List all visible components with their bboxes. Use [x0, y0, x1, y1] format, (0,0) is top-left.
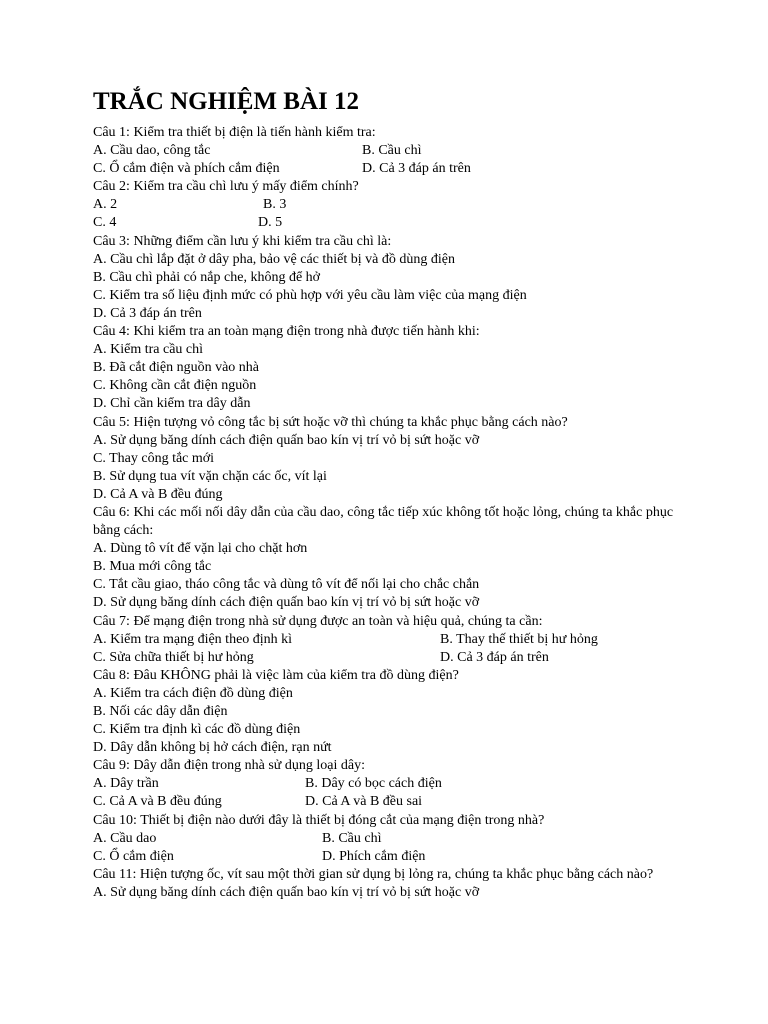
question-4-option-d: D. Chỉ cần kiểm tra dây dẫn — [93, 396, 251, 412]
question-8-option-d: D. Dây dẫn không bị hở cách điện, rạn nứt — [93, 740, 332, 756]
question-1-option-d: D. Cả 3 đáp án trên — [362, 161, 471, 177]
question-1-option-b: B. Cầu chì — [362, 143, 422, 159]
question-10: Câu 10: Thiết bị điện nào dưới đây là thiết bị đóng cắt của mạng điện trong nhà? — [93, 812, 545, 828]
question-10-option-d: D. Phích cắm điện — [322, 848, 426, 864]
question-11-option-a: A. Sử dụng băng dính cách điện quấn bao kín vị trí vỏ bị sứt hoặc vỡ — [93, 884, 480, 900]
question-7-options-row-1 — [93, 631, 733, 649]
question-7: Câu 7: Để mạng điện trong nhà sử dụng được an toàn và hiệu quả, chúng ta cần: — [93, 613, 543, 629]
question-11: Câu 11: Hiện tượng ốc, vít sau một thời gian sử dụng bị lỏng ra, chúng ta khắc phục bằng cách nào? — [93, 866, 654, 882]
question-7-option-b: B. Thay thế thiết bị hư hỏng — [440, 631, 598, 647]
question-1-option-a: A. Cầu dao, công tắc — [93, 143, 211, 159]
question-5-option-b: B. Sử dụng tua vít vặn chặn các ốc, vít lại — [93, 468, 327, 484]
question-9-option-a: A. Dây trần — [93, 776, 159, 792]
question-2-option-b: B. 3 — [263, 197, 287, 213]
question-2-option-d: D. 5 — [258, 215, 283, 231]
question-9-options-row-1 — [93, 775, 733, 793]
question-2-option-c: C. 4 — [93, 215, 117, 231]
question-8-option-a: A. Kiểm tra cách điện đồ dùng điện — [93, 685, 293, 701]
question-6-option-b: B. Mua mới công tắc — [93, 559, 212, 575]
question-1-options-row-2 — [93, 160, 733, 178]
question-7-option-a: A. Kiểm tra mạng điện theo định kì — [93, 631, 293, 647]
document-page — [93, 86, 733, 902]
question-7-option-d: D. Cả 3 đáp án trên — [440, 649, 549, 665]
question-5: Câu 5: Hiện tượng vỏ công tắc bị sứt hoặc vỡ thì chúng ta khắc phục bằng cách nào? — [93, 414, 568, 430]
question-9-option-c: C. Cả A và B đều đúng — [93, 794, 222, 810]
question-7-options-row-2 — [93, 649, 733, 667]
question-10-options-row-1 — [93, 830, 733, 848]
question-4-option-c: C. Không cần cắt điện nguồn — [93, 378, 257, 394]
question-2-options-row-2 — [93, 214, 733, 232]
question-4-option-b: B. Đã cắt điện nguồn vào nhà — [93, 360, 260, 376]
question-3-option-b: B. Cầu chì phải có nắp che, không để hở — [93, 269, 321, 285]
question-1-option-c: C. Ổ cắm điện và phích cắm điện — [93, 161, 280, 177]
question-2-options-row-1 — [93, 196, 733, 214]
question-1-options-row-1 — [93, 142, 733, 160]
question-9-option-b: B. Dây có bọc cách điện — [305, 776, 442, 792]
question-6: Câu 6: Khi các mối nối dây dẫn của cầu dao, công tắc tiếp xúc không tốt hoặc lỏng, chúng ta khắc phục bằng cách: — [93, 504, 674, 539]
question-8: Câu 8: Đâu KHÔNG phải là việc làm của kiểm tra đồ dùng điện? — [93, 667, 459, 683]
question-10-option-c: C. Ổ cắm điện — [93, 848, 174, 864]
question-4: Câu 4: Khi kiểm tra an toàn mạng điện trong nhà được tiến hành khi: — [93, 324, 480, 340]
question-5-option-c: C. Thay công tắc mới — [93, 450, 215, 466]
question-8-option-b: B. Nối các dây dẫn điện — [93, 704, 228, 719]
question-1: Câu 1: Kiểm tra thiết bị điện là tiến hành kiểm tra: — [93, 125, 376, 140]
question-6-option-a: A. Dùng tô vít để vặn lại cho chặt hơn — [93, 541, 308, 557]
question-2: Câu 2: Kiểm tra cầu chì lưu ý mấy điểm chính? — [93, 179, 359, 195]
question-3-option-d: D. Cả 3 đáp án trên — [93, 305, 202, 321]
question-2-option-a: A. 2 — [93, 197, 118, 213]
question-3: Câu 3: Những điểm cần lưu ý khi kiểm tra cầu chì là: — [93, 233, 392, 249]
question-3-option-a: A. Cầu chì lắp đặt ở dây pha, bảo vệ các thiết bị và đồ dùng điện — [93, 251, 455, 267]
question-9: Câu 9: Dây dẫn điện trong nhà sử dụng loại dây: — [93, 758, 365, 774]
question-10-option-b: B. Cầu chì — [322, 830, 382, 846]
question-3-option-c: C. Kiểm tra số liệu định mức có phù hợp với yêu cầu làm việc của mạng điện — [93, 287, 527, 303]
question-4-option-a: A. Kiểm tra cầu chì — [93, 342, 204, 358]
question-9-options-row-2 — [93, 793, 733, 811]
question-6-option-d: D. Sử dụng băng dính cách điện quấn bao kín vị trí vỏ bị sứt hoặc vỡ — [93, 595, 480, 611]
question-5-option-a: A. Sử dụng băng dính cách điện quấn bao kín vị trí vỏ bị sứt hoặc vỡ — [93, 432, 480, 448]
question-10-options-row-2 — [93, 848, 733, 866]
question-6-option-c: C. Tắt cầu giao, tháo công tắc và dùng tô vít để nối lại cho chắc chắn — [93, 577, 480, 593]
page-title: TRẮC NGHIỆM BÀI 12 — [93, 88, 359, 115]
question-8-option-c: C. Kiểm tra định kì các đồ dùng điện — [93, 722, 301, 738]
question-7-option-c: C. Sửa chữa thiết bị hư hỏng — [93, 649, 254, 665]
question-10-option-a: A. Cầu dao — [93, 830, 157, 846]
question-9-option-d: D. Cả A và B đều sai — [305, 794, 423, 810]
question-5-option-d: D. Cả A và B đều đúng — [93, 486, 223, 502]
